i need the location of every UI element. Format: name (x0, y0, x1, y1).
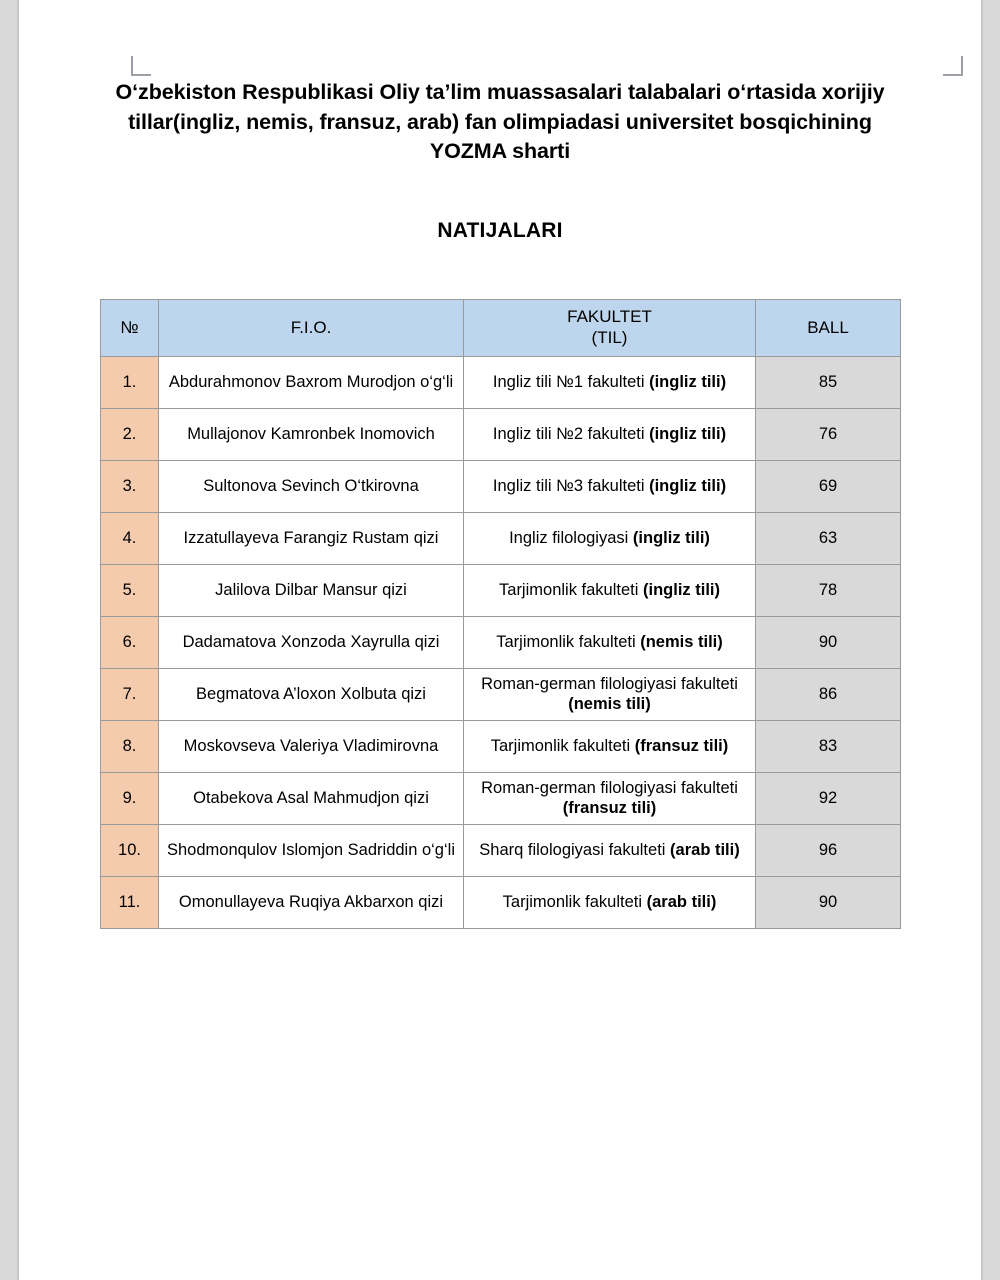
cell-fakultet (464, 460, 756, 512)
cell-fakultet-name: Ingliz tili №3 fakulteti (492, 477, 645, 496)
cell-fakultet-name: Tarjimonlik fakulteti (502, 893, 643, 912)
cell-ball: 78 (756, 564, 901, 616)
page-title: O‘zbekiston Respublikasi Oliy ta’lim muassasalari talabalari o‘rtasida xorijiy tillar(ingliz, nemis, fransuz, arab) fan olimpiadasi universitet bosqichining YOZMA sharti (115, 80, 885, 164)
cell-fakultet (464, 356, 756, 408)
cell-ball: 90 (756, 876, 901, 928)
cell-fakultet-language: (fransuz tili) (634, 737, 729, 756)
cell-fakultet-name: Ingliz filologiyasi (509, 529, 629, 548)
table-row (101, 408, 901, 460)
table-row (101, 564, 901, 616)
column-header-fakultet-line1: FAKULTET (567, 307, 652, 327)
results-table (100, 299, 901, 929)
cell-fakultet-language: (nemis tili) (640, 633, 723, 652)
cell-fakultet-language: (fransuz tili) (562, 799, 657, 818)
table-row (101, 772, 901, 824)
cell-fio: Begmatova A’loxon Xolbuta qizi (159, 668, 464, 720)
cell-number: 2. (101, 408, 159, 460)
cell-fio: Sultonova Sevinch O‘tkirovna (159, 460, 464, 512)
table-row (101, 460, 901, 512)
cell-fakultet-name: Roman-german filologiyasi fakulteti (481, 675, 738, 694)
cell-fio: Abdurahmonov Baxrom Murodjon o‘g‘li (159, 356, 464, 408)
cell-fakultet-language: (ingliz tili) (649, 477, 727, 496)
cell-fio: Izzatullayeva Farangiz Rustam qizi (159, 512, 464, 564)
cell-fakultet-name: Ingliz tili №1 fakulteti (492, 373, 645, 392)
table-row (101, 616, 901, 668)
cell-ball: 63 (756, 512, 901, 564)
cell-fakultet-language: (ingliz tili) (643, 581, 720, 600)
cell-fio: Moskovseva Valeriya Vladimirovna (159, 720, 464, 772)
cell-fio: Shodmonqulov Islomjon Sadriddin o‘g‘li (159, 824, 464, 876)
column-header-ball: BALL (756, 299, 901, 356)
cell-fakultet (464, 408, 756, 460)
cell-ball: 86 (756, 668, 901, 720)
cell-number: 1. (101, 356, 159, 408)
cell-number: 10. (101, 824, 159, 876)
cell-ball: 96 (756, 824, 901, 876)
cell-fio: Mullajonov Kamronbek Inomovich (159, 408, 464, 460)
cell-number: 6. (101, 616, 159, 668)
cell-fakultet (464, 876, 756, 928)
table-header-row (101, 299, 901, 356)
cell-number: 8. (101, 720, 159, 772)
results-table-container (100, 299, 900, 929)
cell-fakultet-name: Tarjimonlik fakulteti (490, 737, 631, 756)
table-header (101, 299, 901, 356)
cell-fio: Dadamatova Xonzoda Xayrulla qizi (159, 616, 464, 668)
cell-number: 3. (101, 460, 159, 512)
column-header-fakultet (464, 299, 756, 356)
cell-fio: Jalilova Dilbar Mansur qizi (159, 564, 464, 616)
document-page (19, 0, 981, 1280)
scan-corner-mark-top-left (131, 56, 151, 76)
table-row (101, 356, 901, 408)
cell-fakultet (464, 772, 756, 824)
cell-fakultet-name: Tarjimonlik fakulteti (496, 633, 636, 652)
cell-fakultet (464, 512, 756, 564)
table-row (101, 876, 901, 928)
cell-fakultet (464, 616, 756, 668)
table-row (101, 668, 901, 720)
table-row (101, 512, 901, 564)
cell-fakultet-language: (nemis tili) (568, 695, 651, 714)
column-header-fio: F.I.O. (159, 299, 464, 356)
cell-fakultet (464, 824, 756, 876)
cell-fakultet (464, 668, 756, 720)
cell-fio: Omonullayeva Ruqiya Akbarxon qizi (159, 876, 464, 928)
cell-fakultet-language: (ingliz tili) (632, 529, 710, 548)
cell-fakultet (464, 720, 756, 772)
cell-fakultet-name: Sharq filologiyasi fakulteti (479, 841, 666, 860)
cell-ball: 92 (756, 772, 901, 824)
cell-fakultet (464, 564, 756, 616)
cell-fio: Otabekova Asal Mahmudjon qizi (159, 772, 464, 824)
cell-ball: 69 (756, 460, 901, 512)
cell-fakultet-name: Tarjimonlik fakulteti (499, 581, 639, 600)
cell-ball: 85 (756, 356, 901, 408)
cell-ball: 76 (756, 408, 901, 460)
cell-fakultet-language: (ingliz tili) (649, 425, 727, 444)
table-row (101, 824, 901, 876)
column-header-fakultet-line2: (TIL) (591, 327, 628, 347)
cell-number: 9. (101, 772, 159, 824)
cell-number: 11. (101, 876, 159, 928)
cell-ball: 83 (756, 720, 901, 772)
cell-fakultet-language: (arab tili) (670, 841, 740, 860)
cell-number: 7. (101, 668, 159, 720)
cell-ball: 90 (756, 616, 901, 668)
cell-fakultet-name: Ingliz tili №2 fakulteti (492, 425, 645, 444)
scan-corner-mark-top-right (943, 56, 963, 76)
cell-number: 5. (101, 564, 159, 616)
cell-fakultet-language: (arab tili) (646, 893, 717, 912)
page-subtitle: NATIJALARI (437, 218, 563, 242)
cell-fakultet-name: Roman-german filologiyasi fakulteti (481, 779, 738, 798)
column-header-number: № (101, 299, 159, 356)
cell-number: 4. (101, 512, 159, 564)
table-row (101, 720, 901, 772)
table-body (101, 356, 901, 928)
cell-fakultet-language: (ingliz tili) (649, 373, 727, 392)
